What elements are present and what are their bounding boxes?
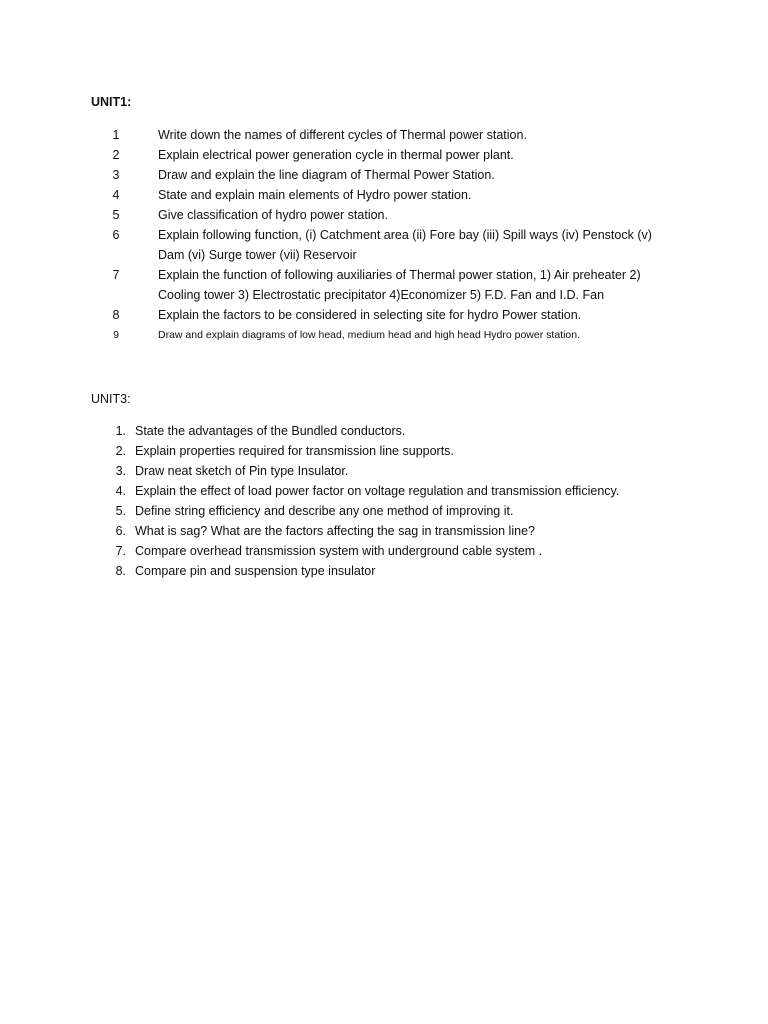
question-number: 1: [112, 128, 120, 142]
unit3-question-1: [0, 421, 768, 441]
question-text: Explain properties required for transmission line supports.: [135, 444, 454, 458]
question-number: 7.: [115, 544, 126, 558]
unit3-question-4: [0, 481, 768, 501]
unit1-question-5: [0, 205, 768, 225]
unit1-question-4: [0, 185, 768, 205]
question-text: Write down the names of different cycles of Thermal power station.: [158, 128, 527, 142]
question-number: 9: [113, 329, 119, 341]
question-text: Explain electrical power generation cycle in thermal power plant.: [158, 148, 514, 162]
question-text: Explain the effect of load power factor on voltage regulation and transmission efficiency.: [135, 484, 620, 498]
question-text: Give classification of hydro power station.: [158, 208, 388, 222]
question-number: 6.: [115, 524, 126, 538]
question-number: 3: [112, 168, 120, 182]
unit3-question-2: [0, 441, 768, 461]
question-number: 4.: [115, 484, 126, 498]
question-text: Draw and explain the line diagram of Thermal Power Station.: [158, 168, 495, 182]
question-text: State the advantages of the Bundled conductors.: [135, 424, 406, 438]
question-number: 2: [112, 148, 120, 162]
unit1-question-7: [0, 265, 768, 305]
question-number: 6: [112, 228, 120, 242]
question-number: 3.: [115, 464, 126, 478]
question-text: Explain the function of following auxiliaries of Thermal power station, 1) Air preheater 2) Cooling tower 3) Electrostatic precipitator 4)Economizer 5) F.D. Fan and I.D. Fan: [158, 268, 641, 302]
question-text: Explain the factors to be considered in selecting site for hydro Power station.: [158, 308, 582, 322]
question-number: 5: [112, 208, 120, 222]
question-number: 2.: [115, 444, 126, 458]
question-text: Compare overhead transmission system with underground cable system .: [135, 544, 543, 558]
question-number: 8.: [115, 564, 126, 578]
unit1-question-1: [0, 125, 768, 145]
unit3-question-7: [0, 541, 768, 561]
question-text: Draw and explain diagrams of low head, medium head and high head Hydro power station.: [158, 329, 580, 341]
unit3-question-3: [0, 461, 768, 481]
question-text: Define string efficiency and describe any one method of improving it.: [135, 504, 514, 518]
question-text: Compare pin and suspension type insulator: [135, 564, 376, 578]
question-text: State and explain main elements of Hydro power station.: [158, 188, 472, 202]
unit3-question-8: [0, 561, 768, 581]
question-number: 4: [112, 188, 120, 202]
unit1-question-6: [0, 225, 768, 265]
unit1-heading: UNIT1:: [91, 95, 132, 109]
question-number: 7: [112, 268, 120, 282]
question-text: What is sag? What are the factors affecting the sag in transmission line?: [135, 524, 535, 538]
unit1-question-3: [0, 165, 768, 185]
unit3-question-5: [0, 501, 768, 521]
question-number: 8: [112, 308, 120, 322]
question-text: Explain following function, (i) Catchment area (ii) Fore bay (iii) Spill ways (iv) Penstock (v) Dam (vi) Surge tower (vii) Reservoir: [158, 228, 652, 262]
unit1-question-8: [0, 305, 768, 325]
unit3-question-6: [0, 521, 768, 541]
unit3-question-list: [0, 421, 768, 581]
unit1-question-2: [0, 145, 768, 165]
unit1-question-9: [0, 325, 768, 345]
unit1-question-list: [0, 125, 768, 345]
question-number: 5.: [115, 504, 126, 518]
question-number: 1.: [115, 424, 126, 438]
unit3-heading: UNIT3:: [91, 392, 131, 406]
question-text: Draw neat sketch of Pin type Insulator.: [135, 464, 349, 478]
